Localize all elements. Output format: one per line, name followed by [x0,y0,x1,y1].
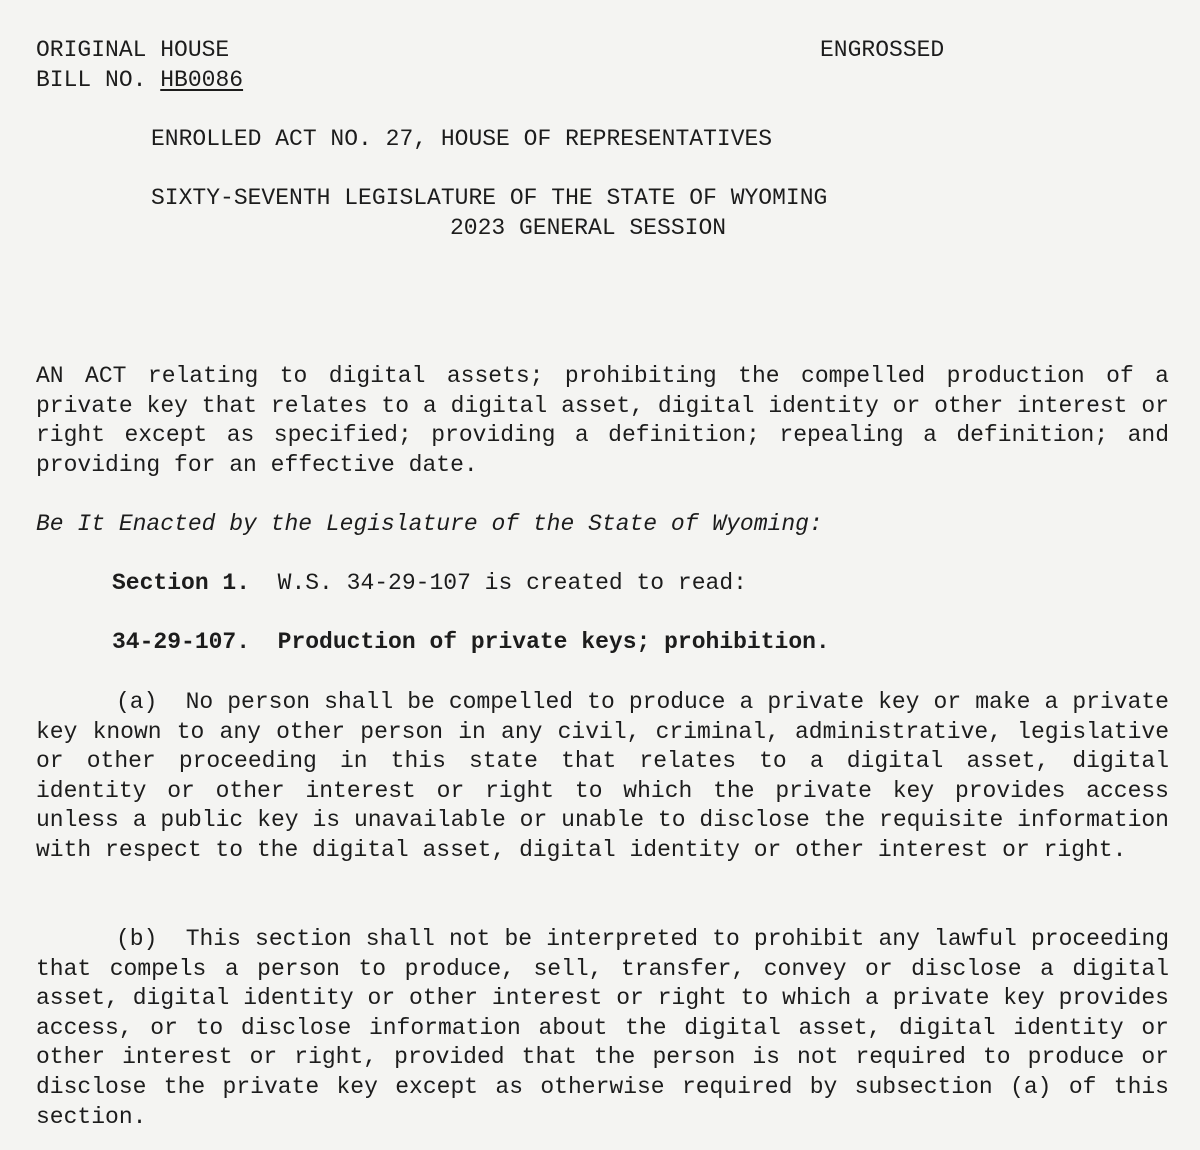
bill-number-line [36,66,243,96]
session-title: 2023 GENERAL SESSION [450,215,727,241]
enacting-clause: Be It Enacted by the Legislature of the State of Wyoming: [36,511,823,537]
enrolled-act-title: ENROLLED ACT NO. 27, HOUSE OF REPRESENTATIVES [151,126,773,152]
bill-number: HB0086 [160,67,244,93]
legislature-title: SIXTY-SEVENTH LEGISLATURE OF THE STATE OF WYOMING [151,185,828,211]
subsection-b [36,925,1169,1132]
subsection-a [36,688,1169,866]
section-1-text: W.S. 34-29-107 is created to read: [277,570,747,596]
act-title-paragraph: AN ACT relating to digital assets; prohibiting the compelled production of a private key that relates to a digital asset, digital identity or other interest or right except as specified; providing a definition; repealing a definition; and providing for an effective date. [36,363,1169,478]
statute-number: 34-29-107. [112,629,251,655]
engrossed-label: ENGROSSED [820,37,945,63]
original-house-label: ORIGINAL HOUSE [36,37,230,63]
subsection-a-text: No person shall be compelled to produce a private key or make a private key known to any other person in any civil, criminal, administrative, legislative or other proceeding in this state that relates to a digital asset, digital identity or other interest or right to which the private key provides access unless a public key is unavailable or unable to disclose the requisite information with respect to the digital asset, digital identity or other interest or right. [36,689,1169,863]
section-1-label: Section 1. [112,570,251,596]
statute-heading: Production of private keys; prohibition. [277,629,830,655]
subsection-a-label: (a) [116,689,158,715]
statute-heading-line [112,628,830,658]
subsection-b-label: (b) [116,926,158,952]
bill-no-label: BILL NO. [36,67,161,93]
section-1-line [112,569,747,599]
subsection-b-text: This section shall not be interpreted to prohibit any lawful proceeding that compels a person to produce, sell, transfer, convey or disclose a digital asset, digital identity or other interest or right to which a private key provides access, or to disclose information about the digital asset, digital identity or other interest or right, provided that the person is not required to produce or disclose the private key except as otherwise required by subsection (a) of this section. [36,926,1169,1130]
